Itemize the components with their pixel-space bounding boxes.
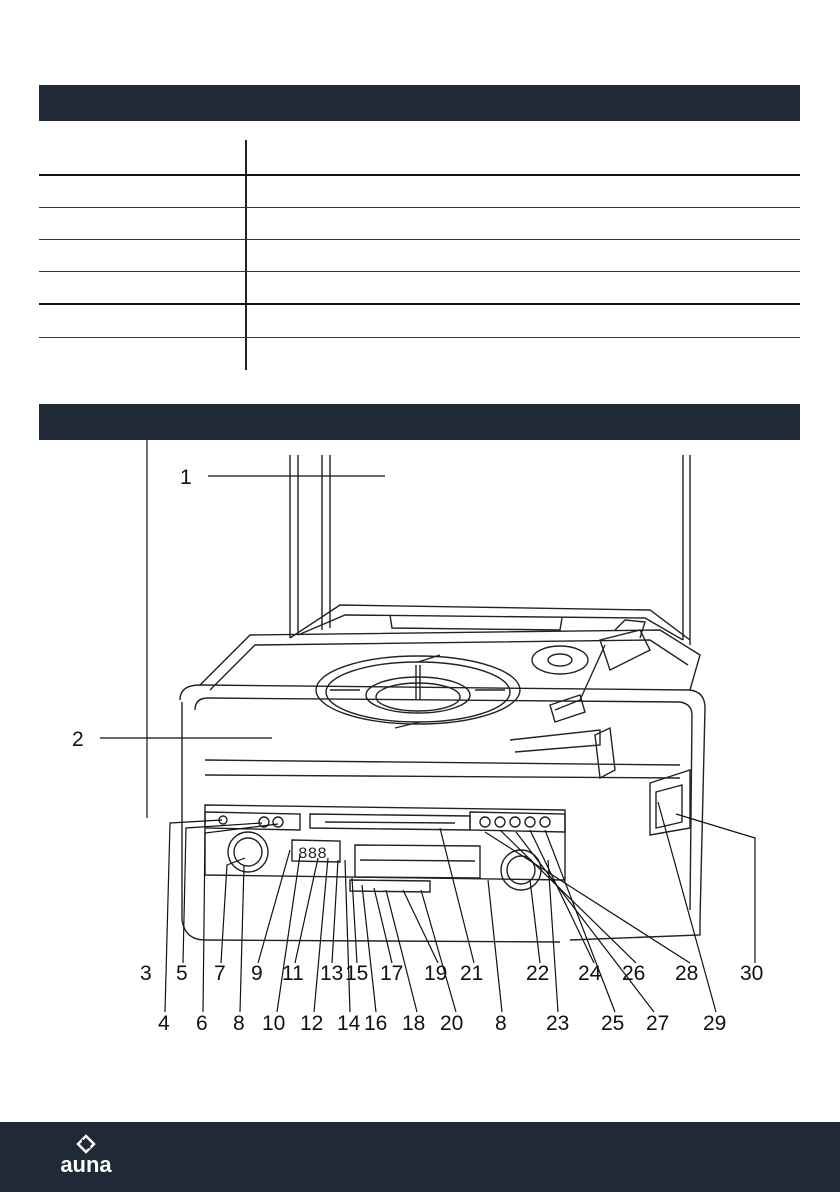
callout-number: 9 xyxy=(251,962,263,985)
product-diagram xyxy=(0,440,840,1040)
auna-diamond-icon xyxy=(44,1134,128,1154)
table-row xyxy=(39,175,800,207)
callout-number: 19 xyxy=(424,962,448,985)
callout-number: 4 xyxy=(158,1012,170,1035)
callout-number: 11 xyxy=(282,962,304,985)
auna-logo xyxy=(44,1134,128,1182)
callout-row-1 xyxy=(140,962,763,985)
callout-number: 20 xyxy=(440,1012,464,1035)
callout-row-2 xyxy=(158,1012,726,1035)
table-row xyxy=(39,240,800,272)
callout-number: 28 xyxy=(675,962,699,985)
callout-number: 13 xyxy=(320,962,344,985)
callout-number: 16 xyxy=(364,1012,388,1035)
callout-number: 24 xyxy=(578,962,602,985)
table-row xyxy=(39,142,800,174)
callout-number: 27 xyxy=(646,1012,670,1035)
section-header-bar xyxy=(39,404,800,440)
table-row xyxy=(39,208,800,240)
callout-number: 12 xyxy=(300,1012,324,1035)
callout-number: 1 xyxy=(180,466,192,489)
callout-number: 6 xyxy=(196,1012,208,1035)
callout-number: 22 xyxy=(526,962,550,985)
callout-number: 18 xyxy=(402,1012,426,1035)
callout-number: 7 xyxy=(214,962,226,985)
callout-number: 23 xyxy=(546,1012,570,1035)
specifications-table xyxy=(39,140,800,370)
callout-lines xyxy=(100,440,755,1012)
table-row xyxy=(39,272,800,304)
callout-number: 2 xyxy=(72,728,84,751)
callout-number: 29 xyxy=(703,1012,727,1035)
callout-number: 8 xyxy=(495,1012,507,1035)
row-divider xyxy=(39,337,800,338)
turntable-drawing xyxy=(180,455,705,942)
callout-number: 5 xyxy=(176,962,188,985)
callout-number: 25 xyxy=(601,1012,625,1035)
svg-text:888: 888 xyxy=(298,845,327,863)
callout-number: 10 xyxy=(262,1012,286,1035)
callout-number: 3 xyxy=(140,962,152,985)
callout-number: 8 xyxy=(233,1012,245,1035)
footer-bar xyxy=(0,1122,840,1192)
brand-wordmark: auna xyxy=(60,1152,112,1177)
callout-number: 26 xyxy=(622,962,646,985)
callout-number: 15 xyxy=(345,962,369,985)
callout-number: 30 xyxy=(740,962,764,985)
callout-number: 14 xyxy=(337,1012,361,1035)
callout-number: 17 xyxy=(380,962,404,985)
callout-number: 21 xyxy=(460,962,484,985)
table-row xyxy=(39,304,800,336)
section-header-bar xyxy=(39,85,800,121)
